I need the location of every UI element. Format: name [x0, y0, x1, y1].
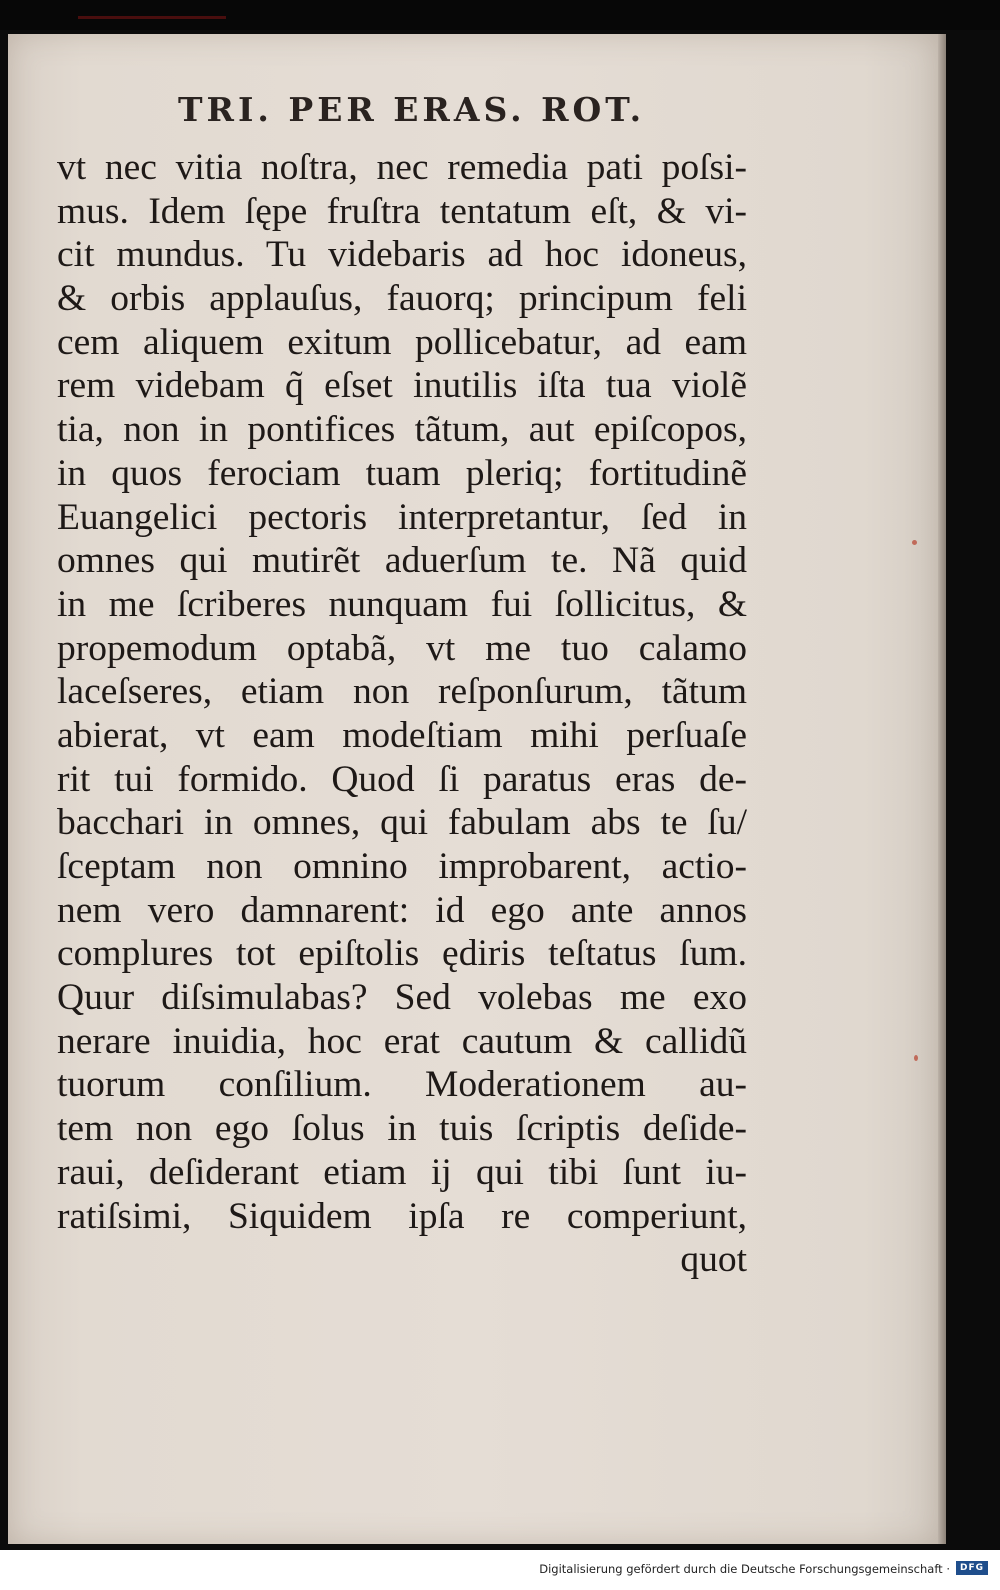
text-line: nem vero damnarent: id ego ante annos: [57, 889, 747, 931]
text-line: rit tui formido. Quod ſi paratus eras de-: [57, 758, 747, 800]
text-line: propemodum optabã, vt me tuo calamo: [57, 627, 747, 669]
text-line: rem videbam q̃ eſset inutilis iſta tua violẽ: [57, 365, 747, 407]
footer-credit: Digitalisierung gefördert durch die Deutsche Forschungsgemeinschaft ·: [539, 1562, 950, 1576]
paper-stain: [914, 1055, 918, 1061]
text-line: ratiſsimi, Siquidem ipſa re comperiunt,: [57, 1195, 747, 1237]
text-line: complures tot epiſtolis ędiris teſtatus ſum.: [57, 933, 747, 975]
text-line: in me ſcriberes nunquam fui ſollicitus, &: [57, 583, 747, 625]
dfg-logo-icon: DFG: [956, 1561, 988, 1575]
digitization-footer: [0, 1550, 1000, 1590]
text-line: tem non ego ſolus in tuis ſcriptis deſide-: [57, 1108, 747, 1150]
catchword: quot: [680, 1239, 747, 1281]
text-line: cit mundus. Tu videbaris ad hoc idoneus,: [57, 234, 747, 276]
paper-stain: [912, 540, 917, 545]
text-line: mus. Idem ſępe fruſtra tentatum eſt, & vi-: [57, 190, 747, 232]
text-line: cem aliquem exitum pollicebatur, ad eam: [57, 321, 747, 363]
text-line: tuorum conſilium. Moderationem au-: [57, 1064, 747, 1106]
text-line: Quur diſsimulabas? Sed volebas me exo: [57, 977, 747, 1019]
text-line: & orbis applauſus, fauorq; principum feli: [57, 278, 747, 320]
text-line: abierat, vt eam modeſtiam mihi perſuaſe: [57, 714, 747, 756]
text-line: omnes qui mutirẽt aduerſum te. Nã quid: [57, 540, 747, 582]
text-line: raui, deſiderant etiam ĳ qui tibi ſunt iu-: [57, 1151, 747, 1193]
text-line: nerare inuidia, hoc erat cautum & callidũ: [57, 1020, 747, 1062]
text-line: vt nec vitia noſtra, nec remedia pati poſsi-: [57, 147, 747, 188]
running-head: TRI. PER ERAS. ROT.: [178, 90, 646, 129]
text-line: ſceptam non omnino improbarent, actio-: [57, 846, 747, 887]
scan-top-border: [0, 0, 1000, 30]
body-text: [57, 146, 747, 1282]
text-line: laceſseres, etiam non reſponſurum, tãtum: [57, 671, 747, 713]
text-line: tia, non in pontifices tãtum, aut epiſcopos,: [57, 409, 747, 451]
binding-mark: [78, 16, 226, 19]
text-line: Euangelici pectoris interpretantur, ſed in: [57, 496, 747, 538]
text-line: in quos ferociam tuam pleriq; fortitudinẽ: [57, 452, 747, 494]
text-line: bacchari in omnes, qui fabulam abs te ſu/: [57, 802, 747, 844]
page-edge: [938, 34, 946, 1544]
